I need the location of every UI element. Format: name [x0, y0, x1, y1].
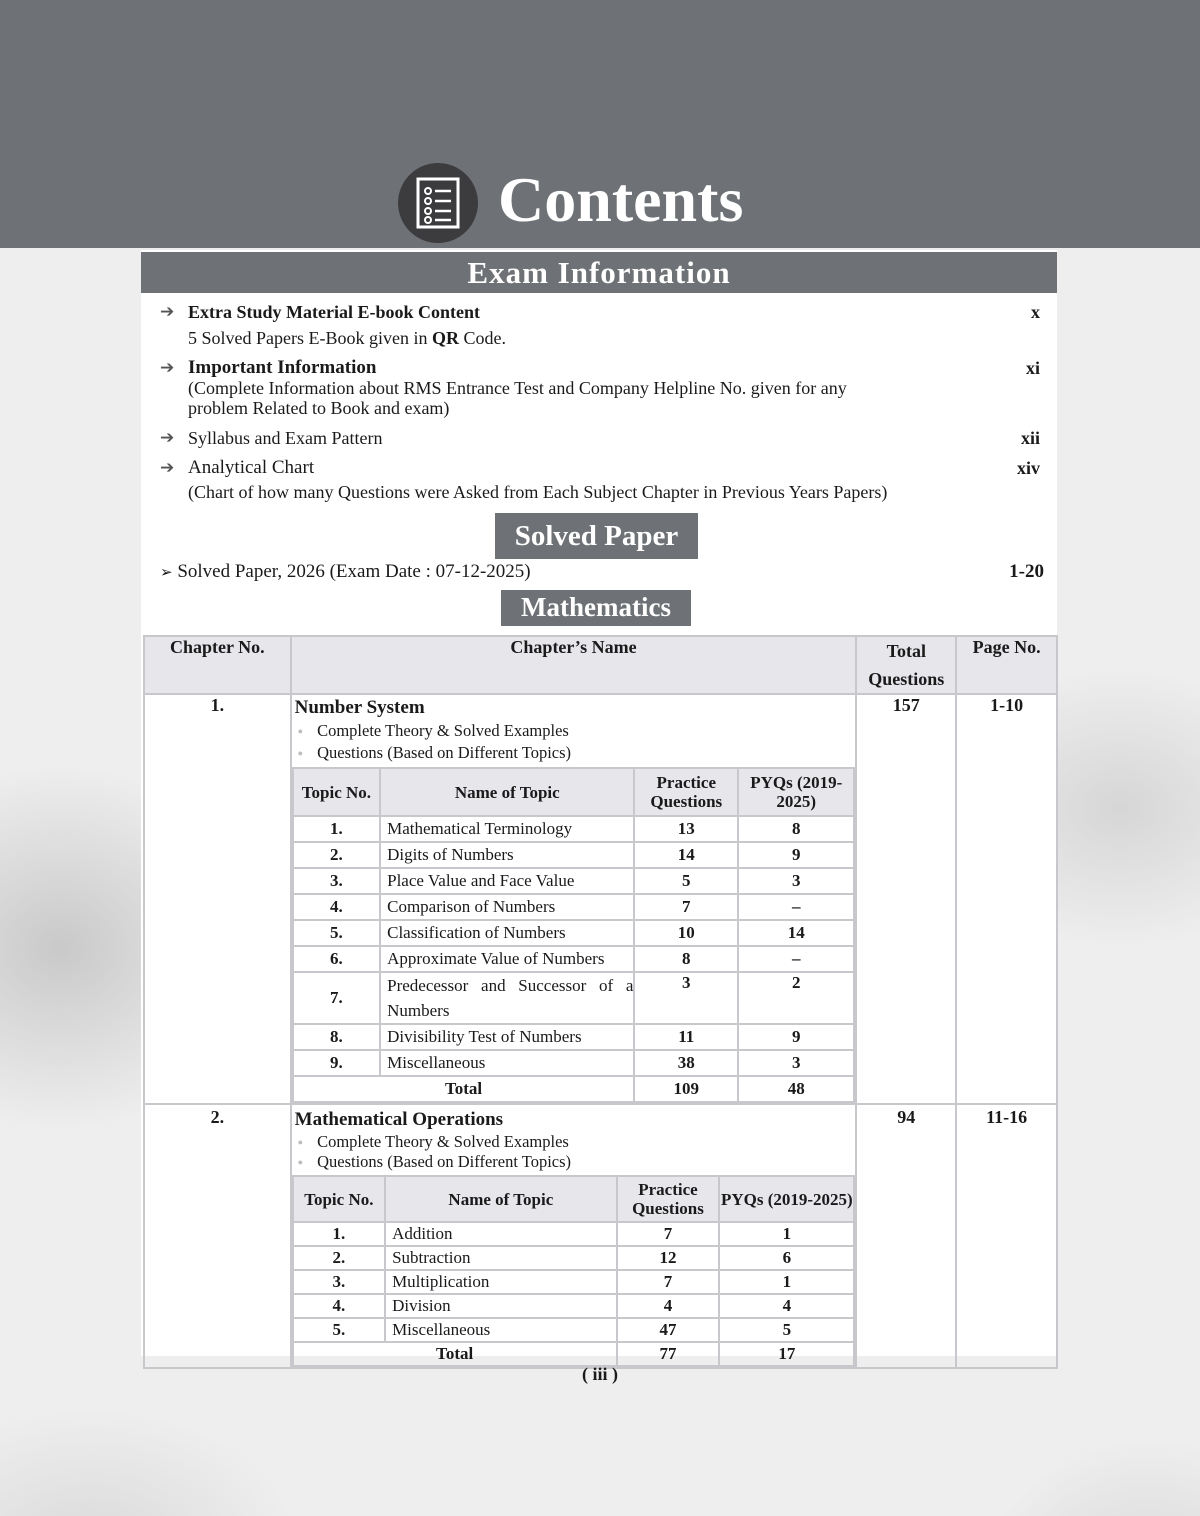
topic-cell: 3 [634, 972, 738, 1024]
topic-cell: 7 [617, 1270, 720, 1294]
topic-cell: 4. [293, 894, 380, 920]
topic-cell: 5. [293, 1318, 385, 1342]
topic-cell: 17 [719, 1342, 854, 1366]
topic-cell: 2. [293, 1246, 385, 1270]
topic-name: Comparison of Numbers [380, 894, 634, 920]
header-chapter-name: Chapter’s Name [291, 636, 857, 694]
topic-cell: 5 [719, 1318, 854, 1342]
topic-row[interactable] [293, 1050, 855, 1076]
topic-cell: 14 [634, 842, 738, 868]
info-item-page: x [1031, 302, 1040, 322]
topic-cell: 9. [293, 1050, 380, 1076]
topic-cell: 6 [719, 1246, 854, 1270]
topic-cell: Total [293, 1342, 617, 1366]
topic-total-row [293, 1076, 855, 1102]
chapter-row[interactable] [144, 1104, 1057, 1368]
topic-cell: 1. [293, 816, 380, 842]
bullet-item: ● Complete Theory & Solved Examples [298, 721, 856, 743]
topic-name: Predecessor and Successor of a Numbers [380, 972, 634, 1024]
subject-banner: Mathematics [501, 590, 691, 626]
chapter-name: Mathematical Operations [294, 1109, 504, 1130]
header-pyqs: PYQs (2019-2025) [738, 768, 854, 816]
topic-name: Division [385, 1294, 617, 1318]
topic-cell: 109 [634, 1076, 738, 1102]
topic-row[interactable] [293, 842, 855, 868]
topic-cell: 4 [719, 1294, 854, 1318]
chapter-bullets [292, 1133, 856, 1173]
info-item-page: xii [1020, 428, 1040, 448]
topic-cell: 3 [738, 1050, 854, 1076]
topic-name: Addition [385, 1222, 617, 1246]
topic-cell: 1 [719, 1222, 854, 1246]
bullet-item: ● Questions (Based on Different Topics) [298, 1153, 856, 1173]
header-practice: Practice Questions [634, 768, 738, 816]
header-topic-no: Topic No. [293, 768, 380, 816]
solved-paper-page: 1-20 [1009, 561, 1044, 582]
topic-cell: 47 [617, 1318, 720, 1342]
topic-cell: 7 [617, 1222, 720, 1246]
arrow-right-icon: ➔ [160, 428, 175, 448]
topic-cell: 48 [738, 1076, 854, 1102]
topic-name: Digits of Numbers [380, 842, 634, 868]
topic-cell: 1. [293, 1222, 385, 1246]
header-chapter-no: Chapter No. [144, 636, 291, 694]
info-item-page: xi [1025, 358, 1040, 378]
topic-cell: 4 [617, 1294, 720, 1318]
topic-cell: 1 [719, 1270, 854, 1294]
chapter-page: 1-10 [956, 694, 1057, 1104]
topic-cell: 9 [738, 842, 854, 868]
info-item-desc: 5 Solved Papers E-Book given in QR Code. [188, 328, 506, 348]
header-total-questions: Total Questions [856, 636, 956, 694]
arrow-right-icon: ➔ [160, 302, 175, 322]
bullet-item: ● Questions (Based on Different Topics) [298, 743, 856, 765]
topic-cell: 5 [634, 868, 738, 894]
chapter-total-questions: 157 [856, 694, 956, 1104]
topic-cell: 12 [617, 1246, 720, 1270]
topic-cell: 4. [293, 1294, 385, 1318]
topic-total-row [293, 1342, 855, 1366]
topic-cell: 77 [617, 1342, 720, 1366]
header-topic-name: Name of Topic [385, 1176, 617, 1222]
chapter-name: Number System [294, 697, 425, 718]
topic-cell: 6. [293, 946, 380, 972]
solved-paper-banner: Solved Paper [495, 513, 698, 559]
topic-name: Subtraction [385, 1246, 617, 1270]
page-title: Contents [498, 164, 744, 235]
topic-row[interactable] [293, 868, 855, 894]
topic-name: Approximate Value of Numbers [380, 946, 634, 972]
chapter-bullets [292, 721, 856, 765]
topic-cell: 3 [738, 868, 854, 894]
arrow-right-icon: ➔ [160, 458, 175, 478]
topic-cell: 2. [293, 842, 380, 868]
topic-cell: 7. [293, 972, 380, 1024]
chapter-row[interactable] [144, 694, 1057, 1104]
topic-table [292, 767, 856, 1103]
topic-cell: 7 [634, 894, 738, 920]
topic-cell: 11 [634, 1024, 738, 1050]
topic-cell: – [738, 946, 854, 972]
solved-paper-label: Solved Paper, 2026 (Exam Date : 07-12-2025) [177, 561, 531, 582]
triangle-bullet-icon: ➢ [160, 563, 173, 581]
info-item-desc: (Complete Information about RMS Entrance Test and Company Helpline No. given for any problem Related to Book and exam) [188, 378, 847, 418]
chapter-page: 11-16 [956, 1104, 1057, 1368]
topic-cell: 8 [634, 946, 738, 972]
contents-table [143, 635, 1058, 1369]
topic-row[interactable] [293, 1318, 855, 1342]
topic-cell: – [738, 894, 854, 920]
header-practice: Practice Questions [617, 1176, 720, 1222]
topic-cell: 10 [634, 920, 738, 946]
topic-name: Miscellaneous [385, 1318, 617, 1342]
arrow-right-icon: ➔ [160, 358, 175, 378]
topic-row[interactable] [293, 1294, 855, 1318]
topic-cell: 38 [634, 1050, 738, 1076]
topic-cell: 14 [738, 920, 854, 946]
topic-row[interactable] [293, 972, 855, 1024]
info-item-title: Extra Study Material E-book Content [188, 302, 480, 322]
topic-row[interactable] [293, 946, 855, 972]
topic-cell: 2 [738, 972, 854, 1024]
topic-cell: 8 [738, 816, 854, 842]
topic-name: Multiplication [385, 1270, 617, 1294]
header-topic-no: Topic No. [293, 1176, 385, 1222]
chapter-total-questions: 94 [856, 1104, 956, 1368]
topic-name: Classification of Numbers [380, 920, 634, 946]
header-pyqs: PYQs (2019-2025) [719, 1176, 854, 1222]
topic-cell: 9 [738, 1024, 854, 1050]
topic-cell: 3. [293, 868, 380, 894]
topic-row[interactable] [293, 1024, 855, 1050]
topic-name: Mathematical Terminology [380, 816, 634, 842]
info-item-page: xiv [1016, 458, 1040, 478]
topic-row[interactable] [293, 816, 855, 842]
topic-cell: Total [293, 1076, 635, 1102]
solved-paper-entry[interactable] [160, 561, 1044, 583]
topic-cell: 5. [293, 920, 380, 946]
topic-name: Miscellaneous [380, 1050, 634, 1076]
info-item-title: Syllabus and Exam Pattern [188, 428, 383, 448]
chapter-number: 1. [144, 694, 291, 1104]
topic-row[interactable] [293, 1270, 855, 1294]
header-topic-name: Name of Topic [380, 768, 634, 816]
topic-name: Place Value and Face Value [380, 868, 634, 894]
topic-row[interactable] [293, 1246, 855, 1270]
checklist-icon [398, 163, 478, 243]
topic-cell: 8. [293, 1024, 380, 1050]
topic-cell: 3. [293, 1270, 385, 1294]
topic-cell: 13 [634, 816, 738, 842]
header-page-no: Page No. [956, 636, 1057, 694]
exam-info-banner: Exam Information [141, 252, 1057, 293]
info-item-desc: (Chart of how many Questions were Asked from Each Subject Chapter in Previous Years Papers) [188, 482, 888, 502]
topic-row[interactable] [293, 920, 855, 946]
topic-row[interactable] [293, 894, 855, 920]
topic-table [292, 1175, 856, 1367]
topic-name: Divisibility Test of Numbers [380, 1024, 634, 1050]
page-number: ( iii ) [582, 1364, 618, 1384]
chapter-number: 2. [144, 1104, 291, 1368]
topic-row[interactable] [293, 1222, 855, 1246]
info-item-title: Important Information [188, 357, 377, 378]
info-item-title: Analytical Chart [188, 457, 315, 478]
bullet-item: ● Complete Theory & Solved Examples [298, 1133, 856, 1153]
